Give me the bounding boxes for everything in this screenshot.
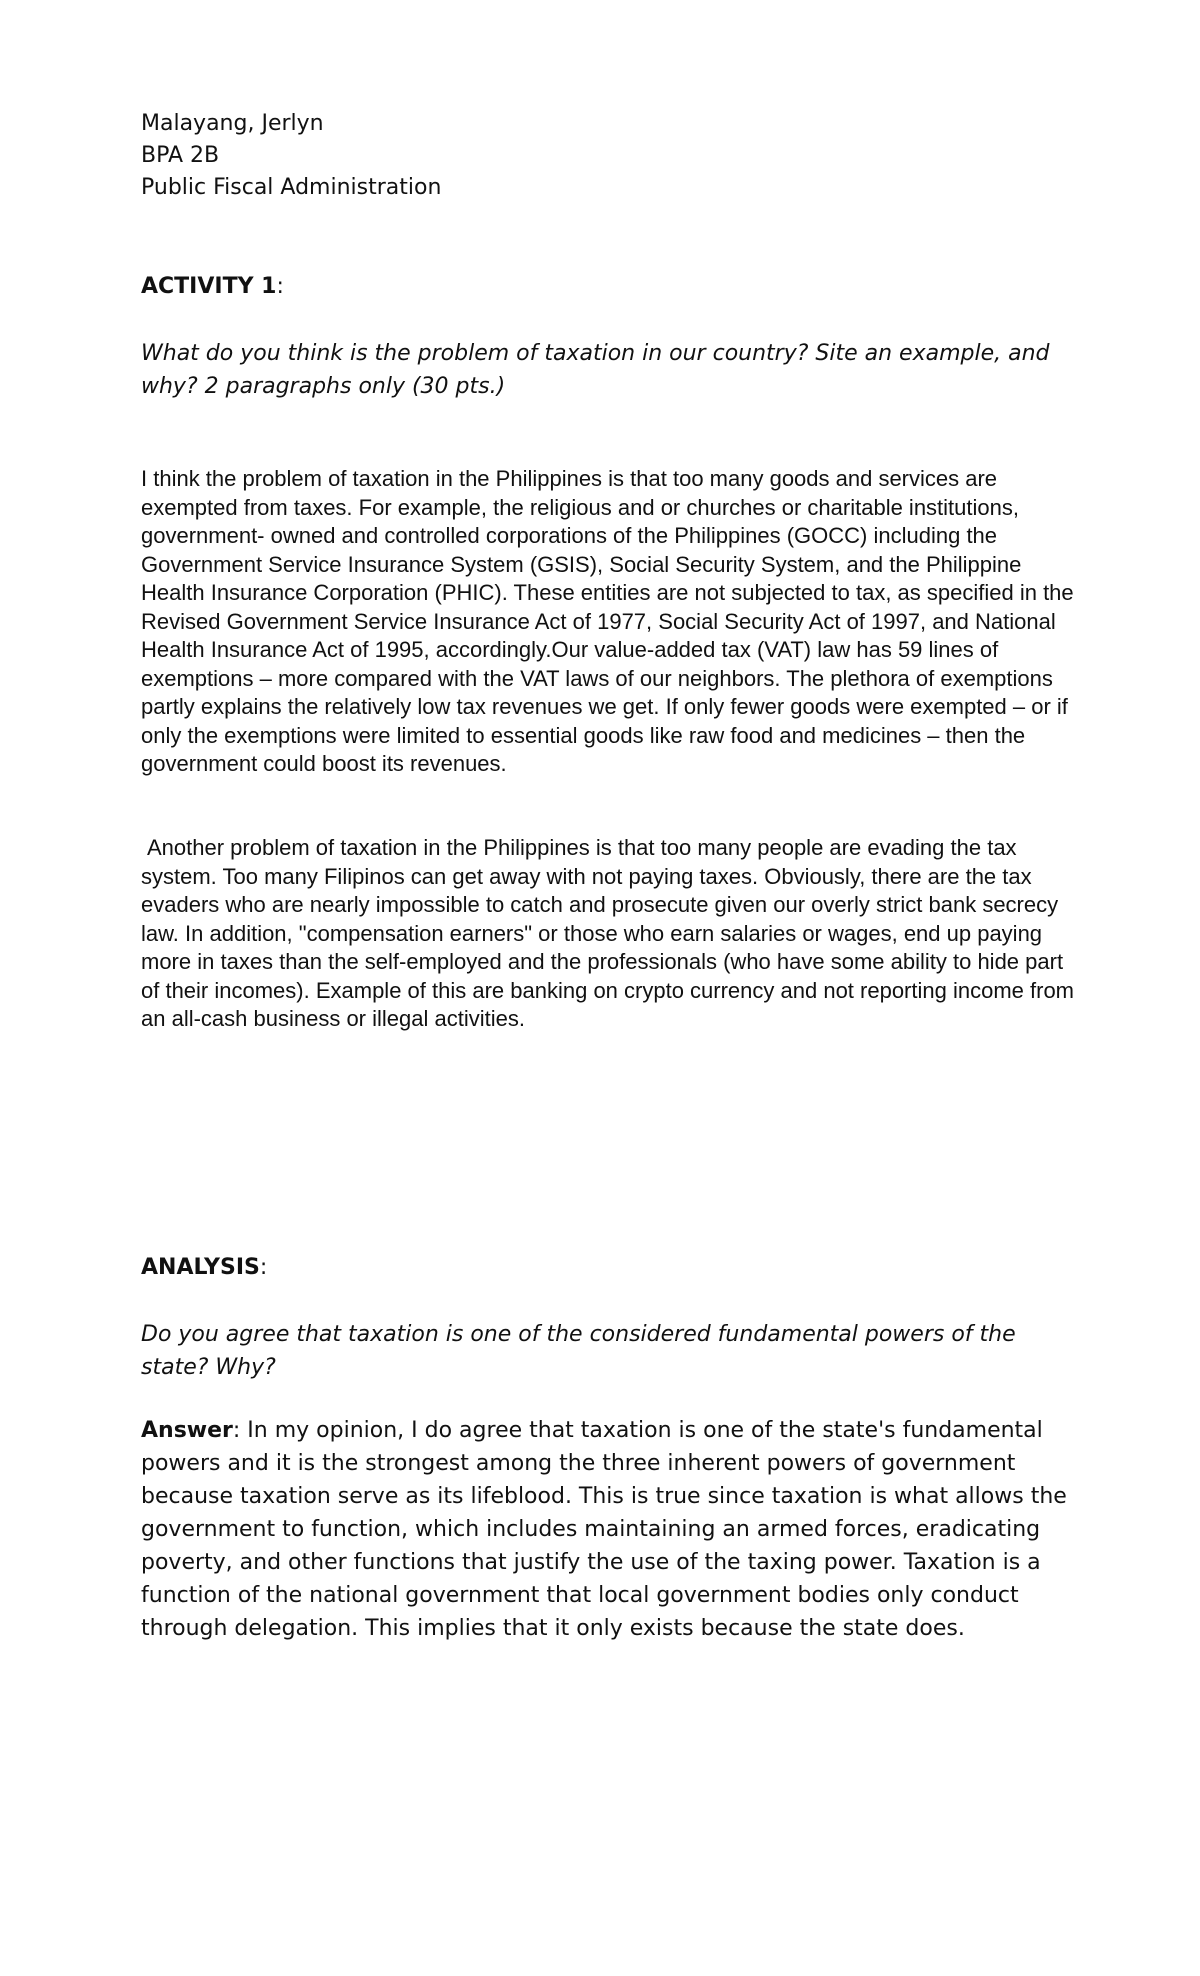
- analysis-heading-colon: :: [259, 1255, 268, 1280]
- activity-question: What do you think is the problem of taxation in our country? Site an example, and why? 2 paragraphs only (30 pts.): [141, 341, 1050, 399]
- answer-text: In my opinion, I do agree that taxation is one of the state's fundamental powers and it is the strongest among the three inherent powers of government because taxation serve as its lifeblood. This is true since taxation is what allows the government to function, which includes maintaining an armed forces, eradicating poverty, and other functions that justify the use of the taxing power. Taxation is a function of the national government that local government bodies only conduct through delegation. This implies that it only exists because the state does.: [141, 1418, 1067, 1641]
- student-section: BPA 2B: [141, 143, 220, 168]
- activity-heading-label: ACTIVITY 1: [141, 274, 277, 299]
- answer-colon: :: [232, 1418, 241, 1443]
- activity-heading: [141, 271, 1081, 303]
- student-name: Malayang, Jerlyn: [141, 111, 324, 136]
- analysis-answer: [141, 1414, 1081, 1645]
- student-header: [141, 108, 1081, 204]
- analysis-question: Do you agree that taxation is one of the considered fundamental powers of the state? Why?: [141, 1322, 1016, 1380]
- course-name: Public Fiscal Administration: [141, 175, 442, 200]
- activity-heading-colon: :: [276, 274, 284, 299]
- activity-paragraph-1: I think the problem of taxation in the Philippines is that too many goods and services are exempted from taxes. For example, the religious and or churches or charitable institutions, government- owned and controlled corporations of the Philippines (GOCC) including the Government Service Insurance System (GSIS), Social Security System, and the Philippine Health Insurance Corporation (PHIC). These entities are not subjected to tax, as specified in the Revised Government Service Insurance Act of 1977, Social Security Act of 1997, and National Health Insurance Act of 1995, accordingly.Our value-added tax (VAT) law has 59 lines of exemptions – more compared with the VAT laws of our neighbors. The plethora of exemptions partly explains the relatively low tax revenues we get. If only fewer goods were exempted – or if only the exemptions were limited to essential goods like raw food and medicines – then the government could boost its revenues.: [141, 466, 1074, 776]
- analysis-heading-label: ANALYSIS: [141, 1255, 260, 1280]
- answer-label: Answer: [141, 1418, 233, 1443]
- analysis-heading: [141, 1252, 1081, 1284]
- activity-paragraph-2: Another problem of taxation in the Philippines is that too many people are evading the tax system. Too many Filipinos can get away with not paying taxes. Obviously, there are the tax evaders who are nearly impossible to catch and prosecute given our overly strict bank secrecy law. In addition, "compensation earners" or those who earn salaries or wages, end up paying more in taxes than the self-employed and the professionals (who have some ability to hide part of their incomes). Example of this are banking on crypto currency and not reporting income from an all-cash business or illegal activities.: [141, 835, 1075, 1031]
